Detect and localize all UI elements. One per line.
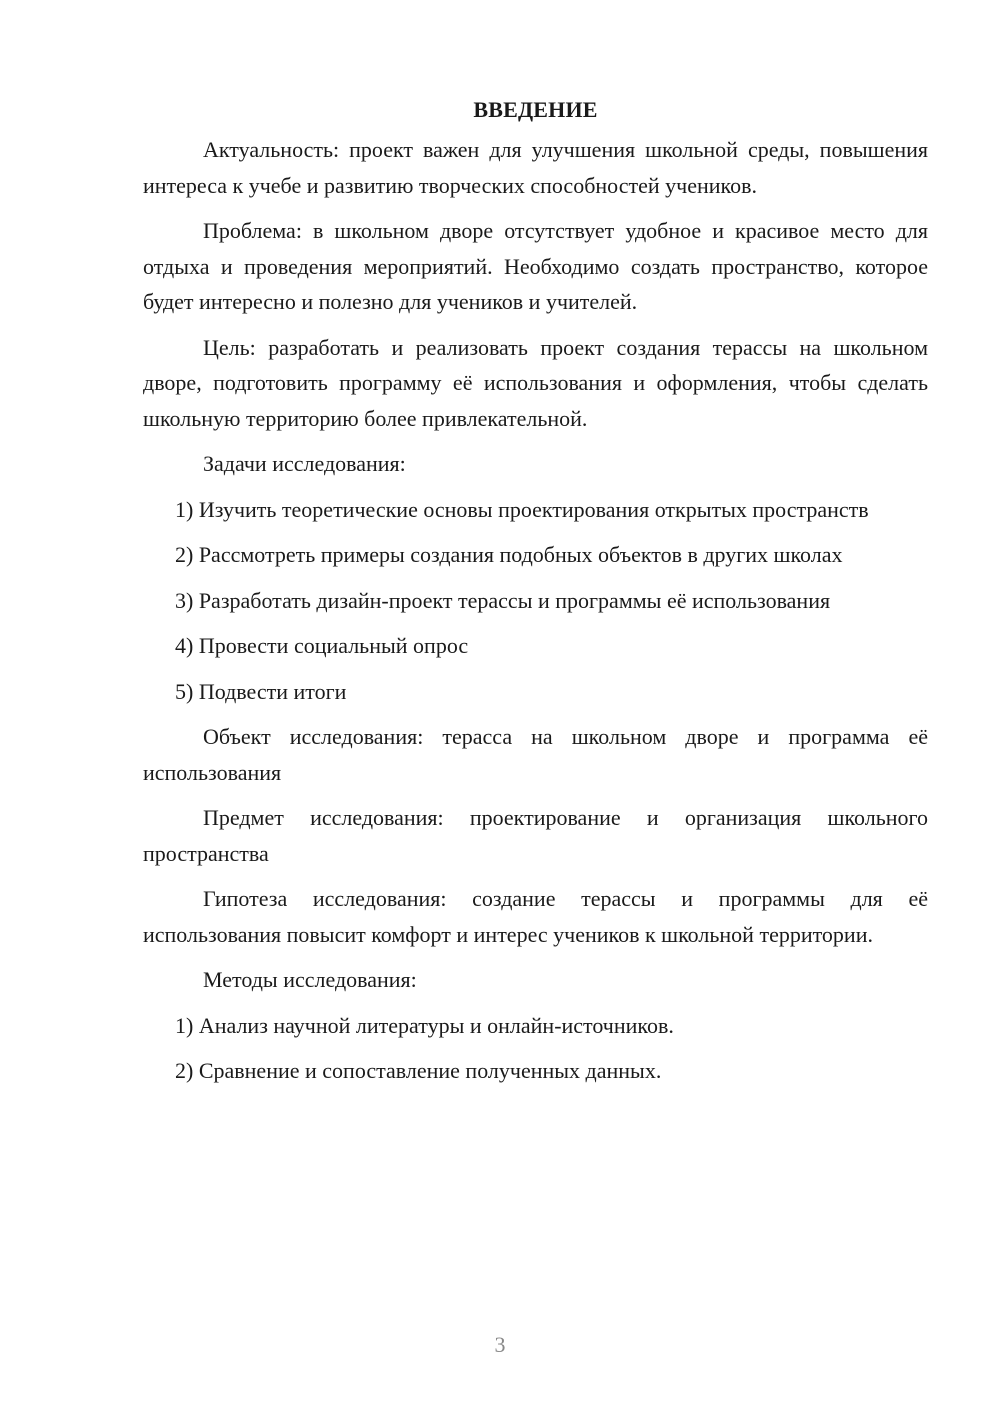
relevance-paragraph: Актуальность: проект важен для улучшения школьной среды, повышения интереса к учебе и развитию творческих способностей учеников. bbox=[143, 137, 928, 198]
goal-paragraph: Цель: разработать и реализовать проект создания терассы на школьном дворе, подготовить программу её использования и оформления, чтобы сделать школьную территорию более привлекательной. bbox=[143, 334, 928, 431]
task-item-3: 3) Разработать дизайн-проект терассы и программы её использования bbox=[175, 587, 831, 613]
task-item-5: 5) Подвести итоги bbox=[175, 678, 347, 704]
document-page bbox=[143, 92, 928, 1099]
page-number: 3 bbox=[494, 1332, 506, 1357]
task-item-4: 4) Провести социальный опрос bbox=[175, 633, 469, 658]
method-item-1: 1) Анализ научной литературы и онлайн-источников. bbox=[175, 1012, 674, 1038]
problem-paragraph: Проблема: в школьном дворе отсутствует удобное и красивое место для отдыха и проведения мероприятий. Необходимо создать пространство, которое будет интересно и полезно для учеников и учителей. bbox=[143, 218, 928, 314]
subject-paragraph: Предмет исследования: проектирование и организация школьного пространства bbox=[143, 805, 928, 866]
hypothesis-paragraph: Гипотеза исследования: создание терассы и программы для её использования повысит комфорт и интерес учеников к школьной территории. bbox=[143, 886, 928, 947]
methods-heading: Методы исследования: bbox=[203, 967, 417, 992]
task-item-2: 2) Рассмотреть примеры создания подобных объектов в других школах bbox=[175, 542, 843, 567]
task-item-1: 1) Изучить теоретические основы проектирования открытых пространств bbox=[175, 496, 869, 522]
object-paragraph: Объект исследования: терасса на школьном дворе и программа её использования bbox=[143, 724, 928, 785]
tasks-heading: Задачи исследования: bbox=[203, 451, 406, 476]
method-item-2: 2) Сравнение и сопоставление полученных данных. bbox=[175, 1058, 662, 1083]
page-title: ВВЕДЕНИЕ bbox=[473, 97, 598, 122]
